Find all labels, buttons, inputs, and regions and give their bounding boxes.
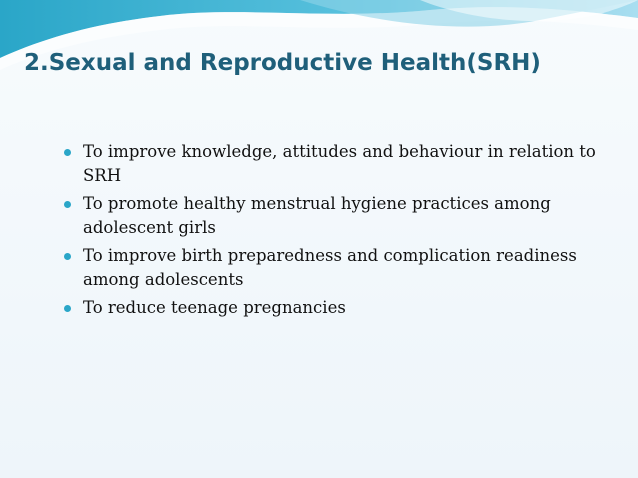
bullet-text: To reduce teenage pregnancies (83, 298, 346, 317)
bullet-item (64, 296, 604, 320)
bullet-item (64, 140, 604, 188)
bullet-icon (64, 253, 71, 260)
slide-title: 2.Sexual and Reproductive Health(SRH) (24, 50, 541, 76)
bullet-list (64, 140, 604, 324)
bullet-text: To improve birth preparedness and complication readiness among adolescents (83, 246, 577, 289)
bullet-icon (64, 201, 71, 208)
bullet-text: To promote healthy menstrual hygiene practices among adolescent girls (83, 194, 551, 237)
bullet-icon (64, 149, 71, 156)
bullet-item (64, 244, 604, 292)
bullet-text: To improve knowledge, attitudes and behaviour in relation to SRH (83, 142, 596, 185)
bullet-item (64, 192, 604, 240)
bullet-icon (64, 305, 71, 312)
